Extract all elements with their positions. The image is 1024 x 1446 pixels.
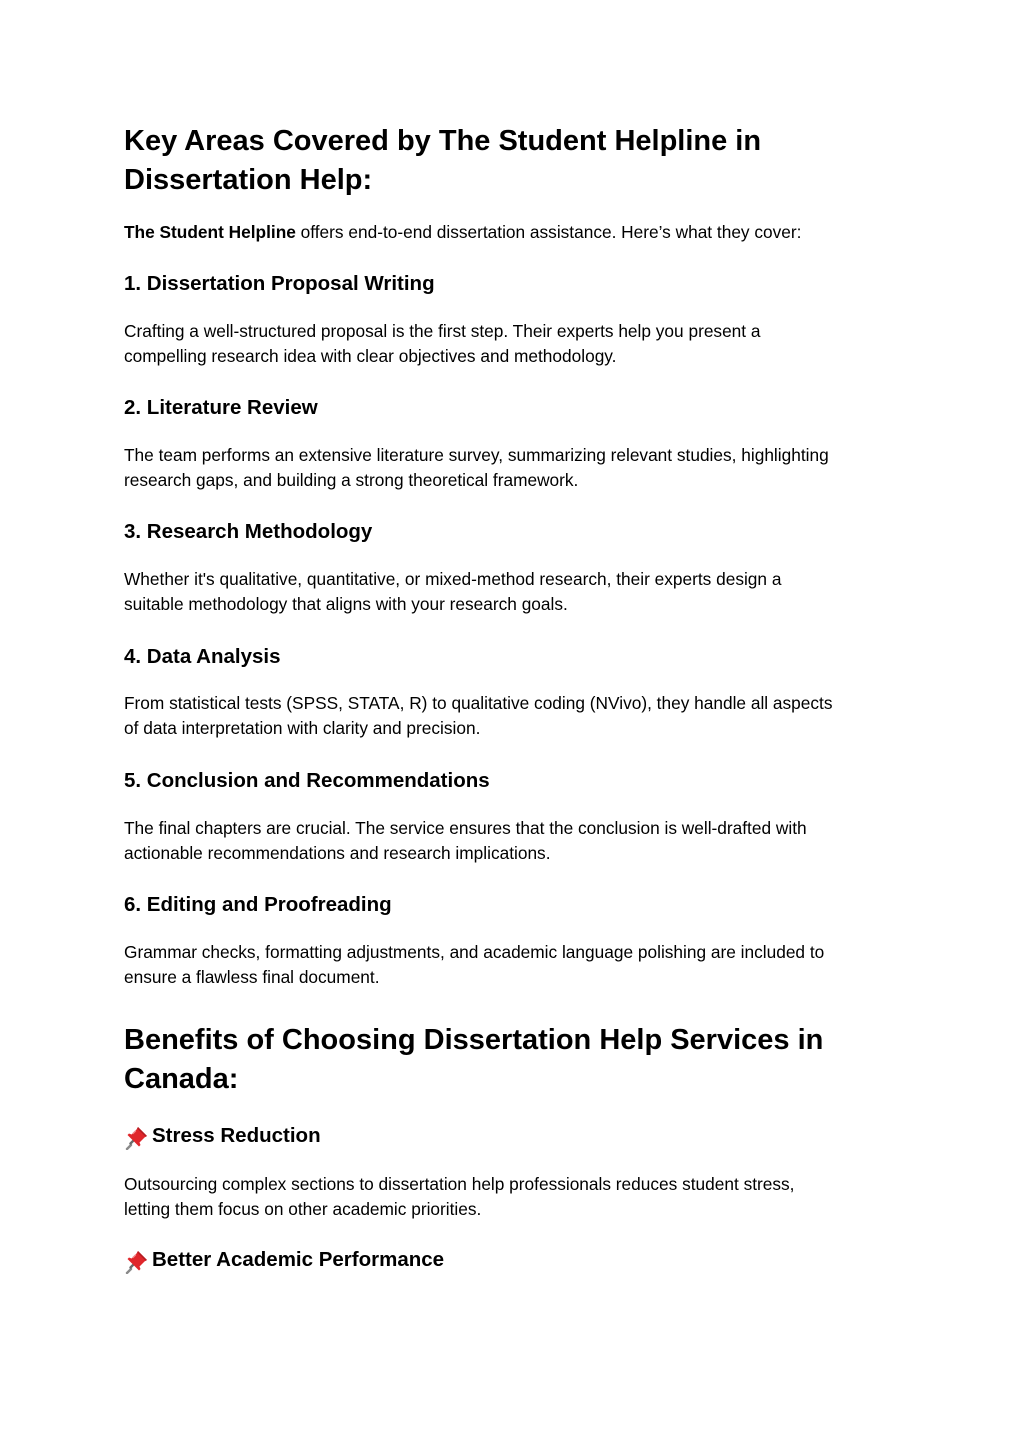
item-line: ensure a flawless final document. — [124, 967, 380, 987]
item-line: compelling research idea with clear objectives and methodology. — [124, 346, 617, 366]
item-paragraph-5 — [124, 816, 904, 866]
title-line-1: Key Areas Covered by The Student Helpline in — [124, 125, 762, 157]
title-line-1: Benefits of Choosing Dissertation Help Services in — [124, 1024, 824, 1056]
benefit-heading-2 — [124, 1247, 904, 1273]
section-title-key-areas — [124, 122, 904, 200]
title-line-2: Dissertation Help: — [124, 164, 373, 196]
benefit-heading-text: Stress Reduction — [152, 1124, 321, 1147]
item-heading-6: 6. Editing and Proofreading — [124, 893, 392, 916]
item-line: research gaps, and building a strong theoretical framework. — [124, 470, 579, 490]
item-line: of data interpretation with clarity and precision. — [124, 718, 481, 738]
item-line: Whether it's qualitative, quantitative, or mixed-method research, their experts design a — [124, 569, 782, 589]
item-line: Grammar checks, formatting adjustments, and academic language polishing are included to — [124, 942, 825, 962]
title-line-2: Canada: — [124, 1063, 239, 1095]
intro-paragraph — [124, 220, 904, 245]
item-paragraph-6 — [124, 940, 904, 990]
intro-text: offers end-to-end dissertation assistance. Here’s what they cover: — [295, 222, 802, 242]
item-line: Crafting a well-structured proposal is the first step. Their experts help you present a — [124, 321, 761, 341]
benefit-heading-1 — [124, 1123, 904, 1149]
item-heading-1: 1. Dissertation Proposal Writing — [124, 272, 435, 295]
item-line: suitable methodology that aligns with your research goals. — [124, 594, 568, 614]
item-heading-5: 5. Conclusion and Recommendations — [124, 769, 490, 792]
pushpin-icon — [124, 1247, 152, 1273]
benefit-line: Outsourcing complex sections to dissertation help professionals reduces student stress, — [124, 1174, 795, 1194]
item-paragraph-2 — [124, 443, 904, 493]
section-title-benefits — [124, 1021, 904, 1099]
item-paragraph-3 — [124, 567, 904, 617]
benefit-heading-text: Better Academic Performance — [152, 1248, 445, 1271]
item-line: The final chapters are crucial. The service ensures that the conclusion is well-drafted with — [124, 818, 807, 838]
item-line: actionable recommendations and research implications. — [124, 843, 551, 863]
item-heading-3: 3. Research Methodology — [124, 520, 373, 543]
pushpin-icon — [124, 1123, 152, 1149]
item-line: The team performs an extensive literature survey, summarizing relevant studies, highlighting — [124, 445, 829, 465]
item-paragraph-1 — [124, 319, 904, 369]
benefit-paragraph-1 — [124, 1172, 904, 1222]
item-heading-4: 4. Data Analysis — [124, 645, 281, 668]
item-line: From statistical tests (SPSS, STATA, R) to qualitative coding (NVivo), they handle all aspects — [124, 693, 833, 713]
item-paragraph-4 — [124, 691, 904, 741]
benefit-line: letting them focus on other academic priorities. — [124, 1199, 482, 1219]
item-heading-2: 2. Literature Review — [124, 396, 318, 419]
intro-bold-text: The Student Helpline — [124, 222, 296, 242]
